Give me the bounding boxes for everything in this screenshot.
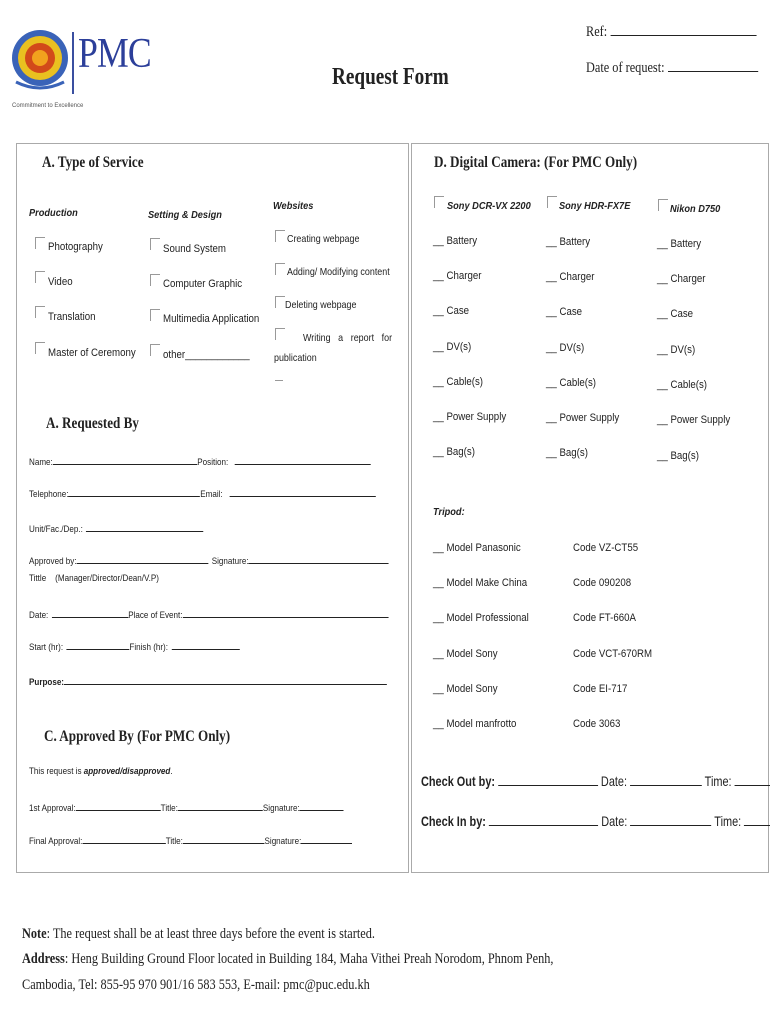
other-label: other____________ [163,349,250,361]
status-value[interactable]: approved/disapproved [83,766,171,777]
camera-2-checkbox[interactable] [547,196,557,208]
adding-content-label: Adding/ Modifying content [287,266,390,278]
date-request-label: Date of request: [586,60,665,76]
translation-checkbox[interactable] [35,306,45,318]
publication-label: publication [274,352,317,364]
first-approval-label: 1st Approval: [29,803,76,814]
master-of-ceremony-label: Master of Ceremony [48,347,136,359]
cam2-power-supply[interactable]: __ Power Supply [546,412,620,424]
cam1-dv[interactable]: __ DV(s) [433,341,472,353]
computer-graphic-label: Computer Graphic [163,278,243,290]
check-in-time-label: Time: [714,813,742,829]
type-of-service-heading: A. Type of Service [42,154,144,171]
finish-label: Finish (hr): [129,642,169,653]
purpose-field[interactable] [64,674,387,685]
check-out-date-field[interactable] [630,772,702,786]
approved-by-heading: C. Approved By (For PMC Only) [44,728,231,745]
cam3-dv[interactable]: __ DV(s) [657,344,696,356]
multimedia-label: Multimedia Application [163,313,260,325]
cam3-battery[interactable]: __ Battery [657,238,702,250]
first-title-label: Title: [160,803,178,814]
cam3-charger[interactable]: __ Charger [657,273,706,285]
check-in-date-field[interactable] [630,812,711,826]
check-out-time-label: Time: [704,773,732,789]
first-signature-label: Signature: [262,803,300,814]
photography-label: Photography [48,241,103,253]
cam1-battery[interactable]: __ Battery [433,235,478,247]
request-status-row [29,766,173,777]
unit-row [29,521,204,535]
tripod-4-model[interactable]: __ Model Sony [433,648,498,660]
email-field[interactable] [230,486,376,497]
email-label: Email: [200,489,223,500]
date-request-field[interactable] [668,61,758,72]
multimedia-checkbox[interactable] [150,309,160,321]
video-checkbox[interactable] [35,271,45,283]
writing-report-checkbox[interactable] [275,328,285,340]
tripod-1-model[interactable]: __ Model Panasonic [433,542,521,554]
check-out-row [421,772,770,789]
date-field[interactable] [52,607,129,618]
video-label: Video [48,276,73,288]
production-heading: Production [29,207,78,219]
setting-design-heading: Setting & Design [148,209,222,221]
status-prefix: This request is [29,766,84,777]
telephone-label: Telephone: [29,489,69,500]
tripod-2-model[interactable]: __ Model Make China [433,577,528,589]
check-in-date-label: Date: [601,813,628,829]
cam1-charger[interactable]: __ Charger [433,270,482,282]
creating-webpage-checkbox[interactable] [275,230,285,242]
logo-divider [72,32,74,94]
unit-field[interactable] [86,521,203,532]
address-text: : Heng Building Ground Floor located in Building 184, Maha Vithei Preah Norodom, Phnom Penh, [64,951,554,967]
approved-by-field[interactable] [77,553,209,564]
tripod-5-model[interactable]: __ Model Sony [433,683,498,695]
cam1-power-supply[interactable]: __ Power Supply [433,411,507,423]
cam1-bag[interactable]: __ Bag(s) [433,446,475,458]
tripod-6-model[interactable]: __ Model manfrotto [433,718,517,730]
status-suffix: . [170,766,173,777]
name-field[interactable] [53,454,198,465]
right-panel [411,143,769,873]
cam1-cable[interactable]: __ Cable(s) [433,376,484,388]
check-in-label: Check In by: [421,813,486,829]
logo-tagline: Commitment to Excellence [12,103,84,109]
websites-heading: Websites [273,200,314,212]
place-label: Place of Event: [128,610,183,621]
cam2-battery[interactable]: __ Battery [546,236,591,248]
title-row: Tittle (Manager/Director/Dean/V.P) [29,573,159,584]
tripod-1-code: Code VZ-CT55 [573,542,639,554]
cam3-power-supply[interactable]: __ Power Supply [657,414,731,426]
date-request-row [586,60,758,77]
tripod-2-code: Code 090208 [573,577,632,589]
check-out-time-field[interactable] [735,772,770,786]
first-title-field[interactable] [178,800,263,811]
final-approval-field[interactable] [82,833,165,844]
sound-system-checkbox[interactable] [150,238,160,250]
name-row [29,454,371,468]
cam3-cable[interactable]: __ Cable(s) [657,379,708,391]
requested-by-heading: A. Requested By [46,415,139,432]
cam2-case[interactable]: __ Case [546,306,583,318]
place-field[interactable] [183,607,389,618]
date-place-row [29,607,388,621]
first-approval-field[interactable] [76,800,161,811]
address-label: Address [22,951,65,967]
tripod-heading: Tripod: [433,506,465,518]
logo [10,18,72,98]
unit-label: Unit/Fac./Dep.: [29,524,83,535]
first-approval-row [29,800,344,814]
start-field[interactable] [67,639,130,650]
extra-checkbox-mark [275,380,283,381]
note-text: : The request shall be at least three days before the event is started. [46,926,375,942]
check-in-row [421,812,770,829]
signature-label: Signature: [211,556,249,567]
camera-1-checkbox[interactable] [434,196,444,208]
tripod-5-code: Code EI-717 [573,683,628,695]
final-approval-row [29,833,352,847]
camera-1-label: Sony DCR-VX 2200 [447,200,531,212]
adding-content-checkbox[interactable] [275,263,285,275]
cam1-case[interactable]: __ Case [433,305,470,317]
telephone-field[interactable] [69,486,201,497]
check-out-date-label: Date: [600,773,628,789]
check-out-field[interactable] [498,772,598,786]
purpose-label: Purpose: [29,677,65,688]
logo-text: PMC [78,31,151,77]
cam2-cable[interactable]: __ Cable(s) [546,377,597,389]
tripod-3-model[interactable]: __ Model Professional [433,612,529,624]
digital-camera-heading: D. Digital Camera: (For PMC Only) [434,154,638,171]
emblem-icon [10,18,72,98]
final-signature-field[interactable] [301,833,352,844]
master-of-ceremony-checkbox[interactable] [35,342,45,354]
camera-2-label: Sony HDR-FX7E [559,200,631,212]
check-in-time-field[interactable] [744,812,770,826]
camera-3-label: Nikon D750 [670,203,721,215]
cam3-case[interactable]: __ Case [657,308,694,320]
final-title-label: Title: [165,836,183,847]
translation-label: Translation [48,311,96,323]
name-label: Name: [29,457,53,468]
start-label: Start (hr): [29,642,64,653]
purpose-row [29,674,387,688]
tripod-3-code: Code FT-660A [573,612,636,624]
sound-system-label: Sound System [163,243,226,255]
cam2-dv[interactable]: __ DV(s) [546,342,585,354]
approved-by-label: Approved by: [29,556,77,567]
tripod-4-code: Code VCT-670RM [573,648,653,660]
ref-field[interactable] [610,25,756,36]
final-approval-label: Final Approval: [29,836,83,847]
check-in-field[interactable] [489,812,598,826]
cam3-bag[interactable]: __ Bag(s) [657,450,699,462]
cam2-charger[interactable]: __ Charger [546,271,595,283]
check-out-label: Check Out by: [421,773,496,789]
finish-field[interactable] [171,639,239,650]
address-line [22,951,553,968]
creating-webpage-label: Creating webpage [287,233,360,245]
writing-report-label: Writing a report for [303,332,393,344]
photography-checkbox[interactable] [35,237,45,249]
ref-label: Ref: [586,24,608,40]
tripod-6-code: Code 3063 [573,718,621,730]
cam2-bag[interactable]: __ Bag(s) [546,447,588,459]
approved-by-row [29,553,389,567]
first-signature-field[interactable] [300,800,344,811]
final-title-field[interactable] [183,833,265,844]
ref-row [586,24,756,41]
final-signature-label: Signature: [264,836,302,847]
camera-3-checkbox[interactable] [658,199,668,211]
deleting-webpage-label: Deleting webpage [285,299,357,311]
note-label: Note [22,926,47,942]
signature-field[interactable] [249,553,389,564]
start-finish-row [29,639,239,653]
deleting-webpage-checkbox[interactable] [275,296,285,308]
telephone-row [29,486,376,500]
address-line-2: Cambodia, Tel: 855-95 970 901/16 583 553, E-mail: pmc@puc.edu.kh [22,977,370,993]
page-title: Request Form [332,64,449,90]
position-field[interactable] [235,454,371,465]
computer-graphic-checkbox[interactable] [150,274,160,286]
other-checkbox[interactable] [150,344,160,356]
position-label: Position: [197,457,229,468]
date-label: Date: [29,610,49,621]
note-line [22,926,375,943]
